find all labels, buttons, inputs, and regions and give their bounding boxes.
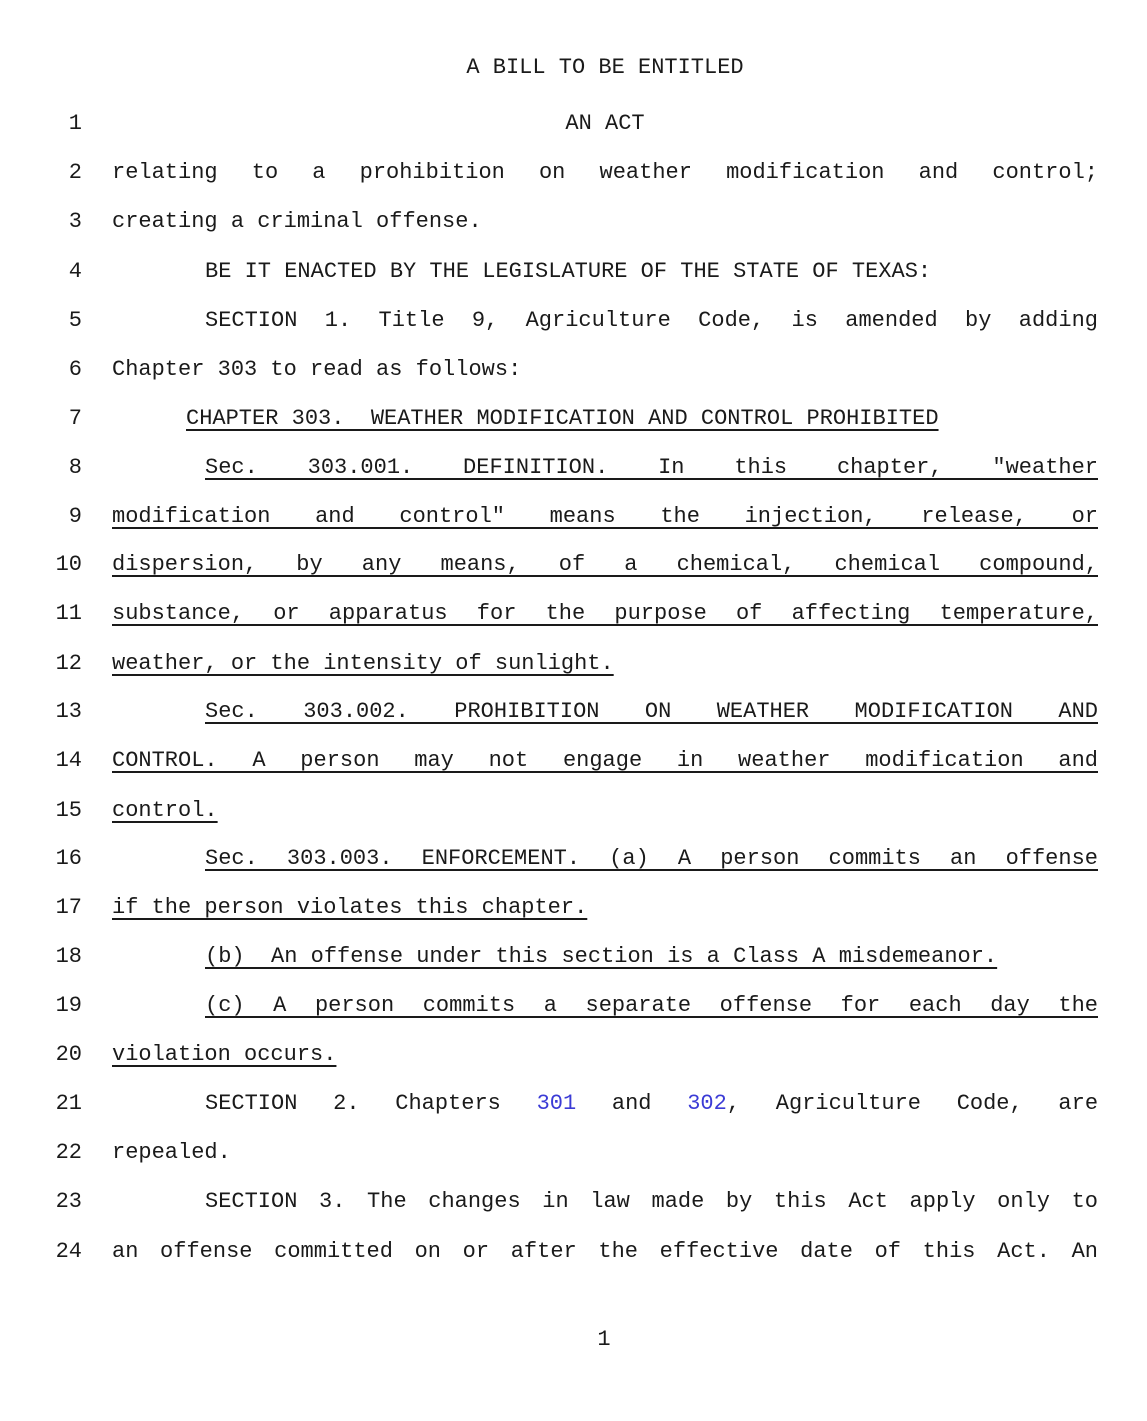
line-number: 5 (68, 308, 82, 333)
line-text: relating to a prohibition on weather modification and control; (112, 160, 1098, 185)
bill-line (0, 1131, 1147, 1180)
amended-text: Sec. 303.002. PROHIBITION ON WEATHER MODIFICATION AND (205, 699, 1098, 724)
bill-line (0, 837, 1147, 886)
line-text: an offense committed on or after the effective date of this Act. An (112, 1239, 1098, 1264)
line-text: repealed. (112, 1140, 231, 1165)
amended-text: dispersion, by any means, of a chemical, chemical compound, (112, 552, 1098, 577)
line-number: 9 (68, 504, 82, 529)
bill-line (0, 1180, 1147, 1229)
line-text (112, 797, 1098, 825)
line-number: 22 (55, 1140, 82, 1165)
line-text (112, 503, 1098, 531)
bill-line (0, 250, 1147, 299)
amended-text: modification and control" means the injection, release, or (112, 504, 1098, 529)
line-number: 14 (55, 748, 82, 773)
bill-line (0, 1033, 1147, 1082)
line-text (112, 258, 1098, 286)
line-text (112, 1041, 1098, 1069)
amended-text: if the person violates this chapter. (112, 895, 588, 920)
bill-line (0, 592, 1147, 641)
line-text (112, 454, 1098, 482)
line-number: 1 (68, 111, 82, 136)
bill-header: A BILL TO BE ENTITLED (466, 55, 744, 80)
chapter-301-link[interactable]: 301 (536, 1091, 577, 1116)
section-2-text: and (611, 1091, 652, 1116)
section-1-text: SECTION 1. Title 9, Agriculture Code, is amended by adding (205, 308, 1098, 333)
line-text (112, 600, 1098, 628)
line-number: 24 (55, 1239, 82, 1264)
amended-text: (c) A person commits a separate offense for each day the (205, 993, 1098, 1018)
line-number: 15 (55, 798, 82, 823)
line-text (112, 1090, 1098, 1118)
bill-line (0, 886, 1147, 935)
line-text (186, 405, 1147, 433)
line-number: 2 (68, 160, 82, 185)
bill-line (0, 495, 1147, 544)
enacting-clause: BE IT ENACTED BY THE LEGISLATURE OF THE STATE OF TEXAS: (205, 259, 932, 284)
bill-line (0, 1082, 1147, 1131)
bill-line (0, 642, 1147, 691)
bill-line (0, 1230, 1147, 1279)
bill-line (0, 690, 1147, 739)
line-number: 3 (68, 209, 82, 234)
section-2-text: SECTION 2. Chapters (205, 1091, 501, 1116)
bill-line (0, 739, 1147, 788)
bill-line (0, 446, 1147, 495)
bill-line (0, 200, 1147, 249)
line-number: 6 (68, 357, 82, 382)
line-text (112, 747, 1098, 775)
amended-text: weather, or the intensity of sunlight. (112, 651, 614, 676)
section-3-text: SECTION 3. The changes in law made by this Act apply only to (205, 1189, 1098, 1214)
amended-text: substance, or apparatus for the purpose of affecting temperature, (112, 601, 1098, 626)
bill-line (0, 102, 1147, 151)
bill-line (0, 543, 1147, 592)
line-text (112, 1188, 1098, 1216)
line-number: 19 (55, 993, 82, 1018)
line-number: 13 (55, 699, 82, 724)
amended-text: control. (112, 798, 218, 823)
amended-text: (b) An offense under this section is a Class A misdemeanor. (205, 944, 998, 969)
line-number: 4 (68, 259, 82, 284)
line-number: 21 (55, 1091, 82, 1116)
line-text (112, 992, 1098, 1020)
amended-text: Sec. 303.001. DEFINITION. In this chapter, "weather (205, 455, 1098, 480)
chapter-heading: CHAPTER 303. WEATHER MODIFICATION AND CONTROL PROHIBITED (186, 406, 939, 431)
chapter-302-link[interactable]: 302 (687, 1091, 727, 1116)
bill-line (0, 789, 1147, 838)
line-text (112, 307, 1098, 335)
bill-line (0, 935, 1147, 984)
act-title: AN ACT (565, 111, 645, 136)
line-number: 20 (55, 1042, 82, 1067)
line-text (112, 650, 1098, 678)
line-text: Chapter 303 to read as follows: (112, 357, 522, 382)
line-text (112, 551, 1098, 579)
line-text (112, 894, 1098, 922)
amended-text: violation occurs. (112, 1042, 337, 1067)
line-number: 7 (68, 406, 82, 431)
line-number: 16 (55, 846, 82, 871)
amended-text: Sec. 303.003. ENFORCEMENT. (a) A person commits an offense (205, 846, 1098, 871)
line-text (112, 698, 1098, 726)
line-number: 18 (55, 944, 82, 969)
bill-line (0, 984, 1147, 1033)
bill-line (0, 299, 1147, 348)
line-number: 8 (68, 455, 82, 480)
line-number: 10 (55, 552, 82, 577)
section-2-text: , Agriculture Code, are (726, 1091, 1099, 1116)
bill-line (0, 397, 1147, 446)
line-number: 17 (55, 895, 82, 920)
bill-line (0, 151, 1147, 200)
line-number: 23 (55, 1189, 82, 1214)
amended-text: CONTROL. A person may not engage in weather modification and (112, 748, 1098, 773)
line-number: 12 (55, 651, 82, 676)
line-text: creating a criminal offense. (112, 209, 482, 234)
page-number: 1 (597, 1327, 611, 1352)
bill-line (0, 348, 1147, 397)
line-text (112, 845, 1098, 873)
line-number: 11 (55, 601, 82, 626)
line-text (112, 943, 1098, 971)
